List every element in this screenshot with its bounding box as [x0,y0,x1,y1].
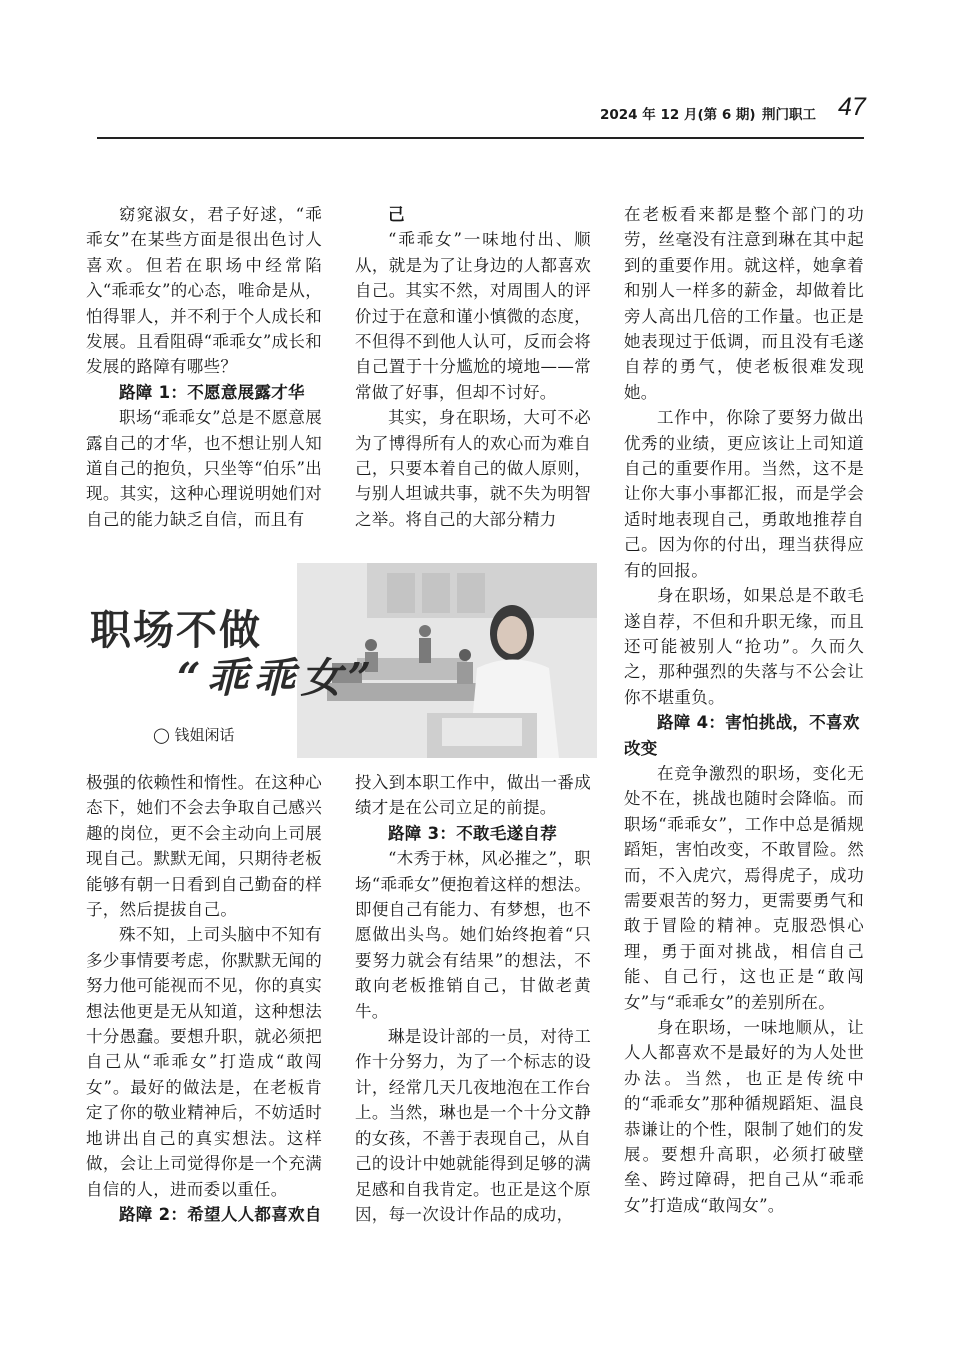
paragraph: 极强的依赖性和惰性。在这种心态下，她们不会去争取自己感兴趣的岗位，更不会主动向上司展现自己。默默无闻，只期待老板能够有朝一日看到自己勤奋的样子，然后提拔自己。 [86,773,322,920]
paragraph: “木秀于林，风必摧之”，职场“乖乖女”便抱着这样的想法。即便自己有能力、有梦想，也不愿做出头鸟。她们始终抱着“只要努力就会有结果”的想法，不敢向老板推销自己，甘做老黄牛。 [355,849,591,1021]
running-header [600,93,870,127]
paragraph: 投入到本职工作中，做出一番成绩才是在公司立足的前提。 [355,773,591,818]
issue-date: 2024 年 12 月(第 6 期) [600,107,756,123]
column-1-top [86,202,322,532]
article-title-line2: “乖乖女” [177,654,378,702]
paragraph: 身在职场，一味地顺从，让人人都喜欢不是最好的为人处世办法。当然，也正是传统中的“乖乖女”那种循规蹈矩、温良恭谦让的个性，限制了她们的发展。要想升高职，必须打破壁垒、跨过障碍，把自己从“乖乖女”打造成“敢闯女”。 [624,1018,864,1215]
paragraph: 工作中，你除了要努力做出优秀的业绩，更应该让上司知道自己的重要作用。当然，这不是让你大事小事都汇报，而是学会适时地表现自己，勇敢地推荐自己。因为你的付出，理当获得应有的回报。 [624,408,864,580]
paragraph: 其实，身在职场，大可不必为了博得所有人的欢心而为难自己，只要本着自己的做人原则，与别人坦诚共事，就不失为明智之举。将自己的大部分精力 [355,408,591,529]
paragraph: 在老板看来都是整个部门的功劳，丝毫没有注意到琳在其中起到的重要作用。就这样，她拿着和别人一样多的薪金，却做着比旁人高出几倍的工作量。也正是她表现过于低调，而且没有毛遂自荐的勇气，使老板很难发现她。 [624,205,864,402]
paragraph: 在竞争激烈的职场，变化无处不在，挑战也随时会降临。而职场“乖乖女”，工作中总是循规蹈矩，害怕改变，不敢冒险。然而，不入虎穴，焉得虎子，成功需要艰苦的努力，更需要勇气和敢于冒险的精神。克服恐惧心理，勇于面对挑战，相信自己能、自己行，这也正是“敢闯女”与“乖乖女”的差别所在。 [624,763,864,1012]
paragraph: 身在职场，如果总是不敢毛遂自荐，不但和升职无缘，而且还可能被别人“抢功”。久而久之，那种强烈的失落与不公会让你不堪重负。 [624,586,864,707]
article-banner [90,563,597,763]
section-heading: 路障 4：害怕挑战，不喜欢改变 [624,713,860,758]
column-2-bottom [355,770,591,1227]
publication-name: 荆门职工 [762,107,816,123]
section-heading: 路障 2：希望人人都喜欢自 [119,1204,322,1224]
paragraph: “乖乖女”一味地付出、顺从，就是为了让身边的人都喜欢自己。其实不然，对周围人的评价过于在意和谨小慎微的态度，不但得不到他人认可，反而会将自己置于十分尴尬的境地——常常做了好事，但却不讨好。 [355,230,591,402]
paragraph: 琳是设计部的一员，对待工作十分努力，为了一个标志的设计，经常几天几夜地泡在工作台上。当然，琳也是一个十分文静的女孩，不善于表现自己，从自己的设计中她就能得到足够的满足感和自我肯定。也正是这个原因，每一次设计作品的成功， [355,1027,591,1224]
page-number: 47 [838,93,866,121]
byline: ◯ 钱姐闲话 [153,726,235,744]
column-2-top [355,202,591,532]
paragraph: 窈窕淑女，君子好逑，“乖乖女”在某些方面是很出色讨人喜欢。但若在职场中经常陷入“乖乖女”的心态，唯命是从，怕得罪人，并不利于个人成长和发展。且看阻碍“乖乖女”成长和发展的路障有哪些？ [86,205,322,377]
article-title-line1: 职场不做 [90,606,262,654]
section-heading: 路障 1：不愿意展露才华 [119,382,305,402]
section-heading: 己 [388,205,405,224]
column-1-bottom [86,770,322,1227]
paragraph: 职场“乖乖女”总是不愿意展露自己的才华，也不想让别人知道自己的抱负，只坐等“伯乐”出现。其实，这种心理说明她们对自己的能力缺乏自信，而且有 [86,408,322,529]
paragraph: 殊不知，上司头脑中不知有多少事情要考虑，你默默无闻的努力他可能视而不见，你的真实想法他更是无从知道，这种想法十分愚蠢。要想升职，就必须把自己从“乖乖女”打造成“敢闯女”。最好的做法是，在老板肯定了你的敬业精神后，不妨适时地讲出自己的真实想法。这样做，会让上司觉得你是一个充满自信的人，进而委以重任。 [86,925,322,1199]
section-heading: 路障 3：不敢毛遂自荐 [388,823,558,843]
column-3 [624,202,864,1218]
header-rule [97,137,864,139]
